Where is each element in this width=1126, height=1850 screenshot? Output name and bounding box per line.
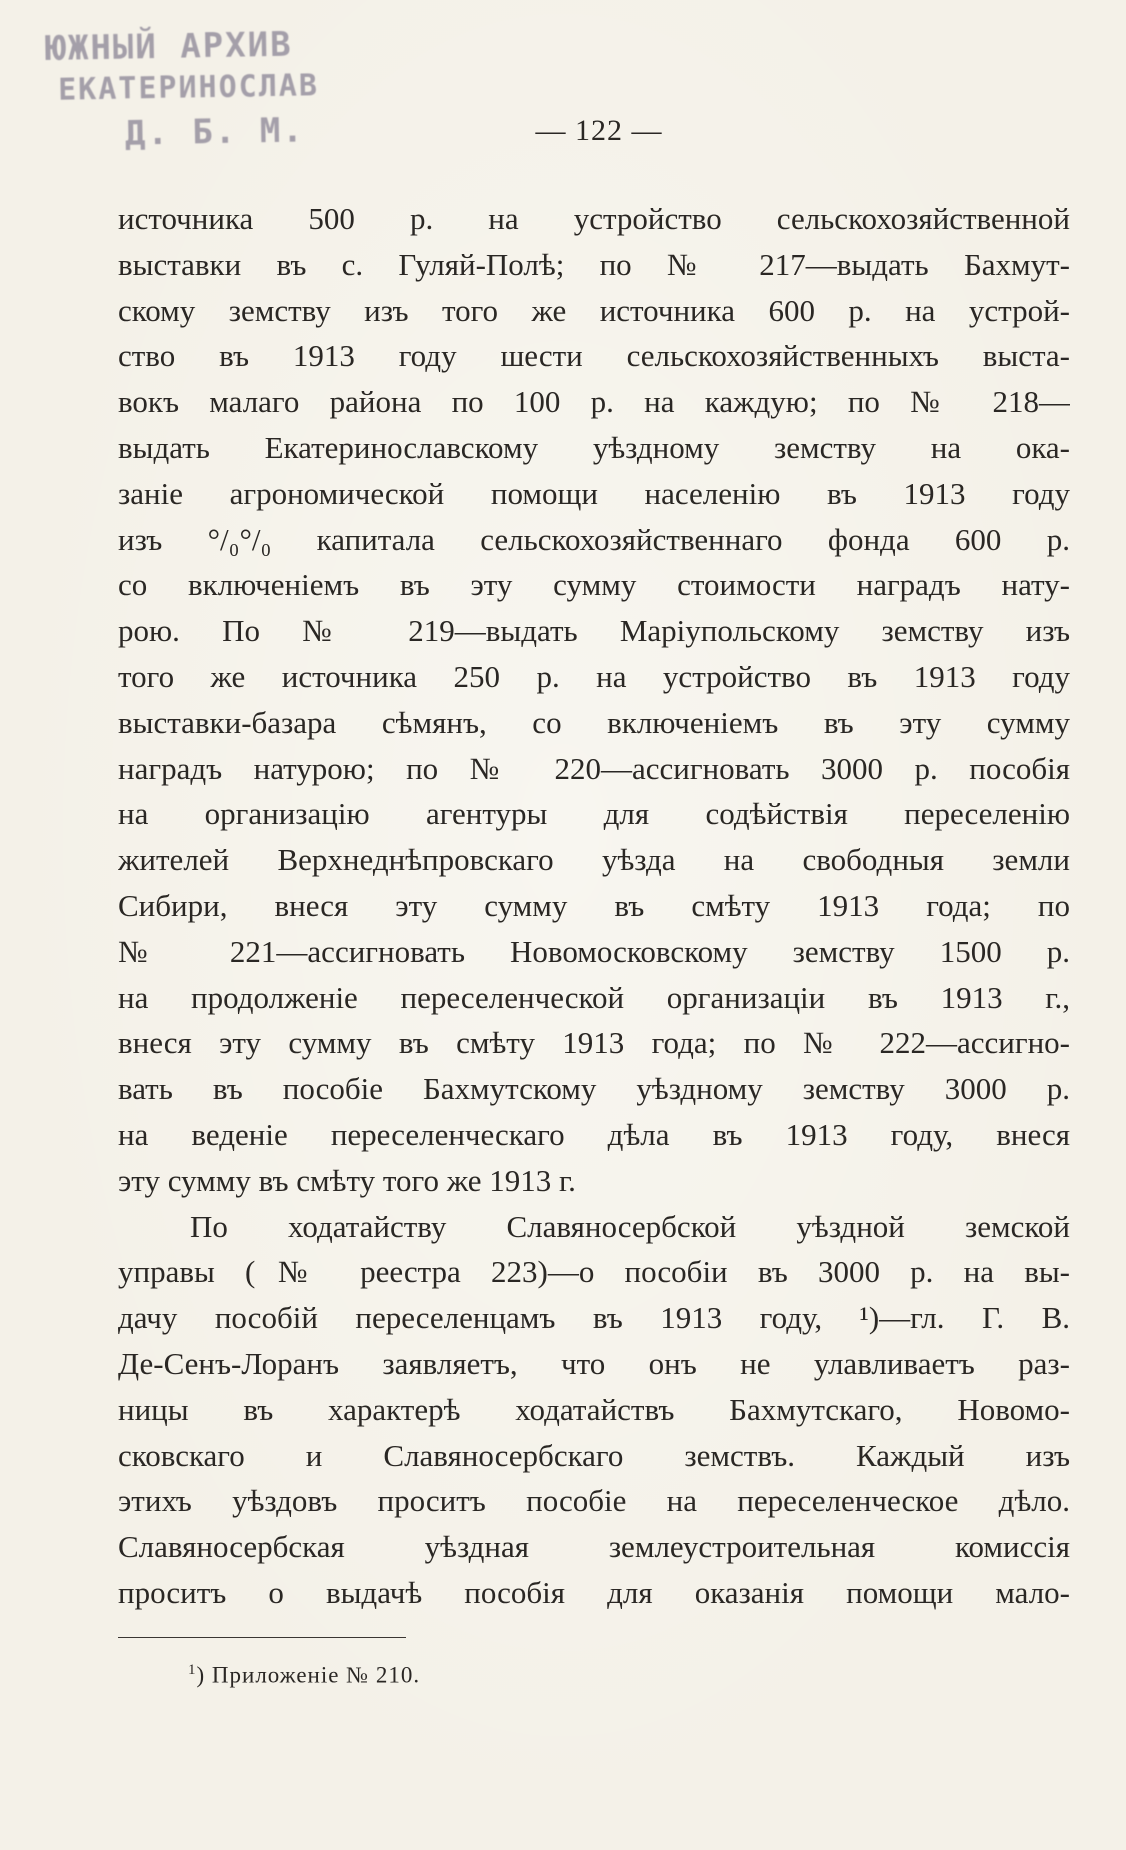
paragraph-2	[118, 1204, 1070, 1616]
text-line: Де-Сенъ-Лоранъ заявляетъ, что онъ не улавливаетъ раз-	[118, 1345, 1070, 1381]
text-line: того же источника 250 р. на устройство въ 1913 году	[118, 658, 1070, 694]
text-line: выставки-базара сѣмянъ, со включеніемъ въ эту сумму	[118, 704, 1070, 740]
footnote-divider	[118, 1637, 406, 1638]
text-line: № 221—ассигновать Новомосковскому земству 1500 р.	[118, 933, 1070, 969]
text-line: на продолженіе переселенческой организаціи въ 1913 г.,	[118, 979, 1070, 1015]
text-line: на организацію агентуры для содѣйствія переселенію	[118, 796, 1070, 832]
text-line: вать въ пособіе Бахмутскому уѣздному земству 3000 р.	[118, 1071, 1070, 1107]
text-line: скому земству изъ того же источника 600 р. на устрой-	[118, 292, 1070, 328]
text-line: на веденіе переселенческаго дѣла въ 1913 году, внеся	[118, 1116, 1070, 1152]
text-line: вокъ малаго района по 100 р. на каждую; по № 218—	[118, 384, 1070, 420]
text-line: изъ °/₀°/₀ капитала сельскохозяйственнаго фонда 600 р.	[118, 521, 1070, 557]
footnote	[188, 1662, 420, 1689]
body-text	[118, 196, 1070, 1616]
text-line: со включеніемъ въ эту сумму стоимости наградъ нату-	[118, 567, 1070, 603]
text-line: жителей Верхнеднѣпровскаго уѣзда на свободныя земли	[118, 842, 1070, 878]
text-line: наградъ натурою; по № 220—ассигновать 3000 р. пособія	[118, 750, 1070, 786]
stamp-line-3: Д. Б. М.	[124, 110, 306, 154]
text-line: Сибири, внеся эту сумму въ смѣту 1913 года; по	[118, 887, 1070, 923]
footnote-marker: 1	[188, 1662, 197, 1678]
footnote-text: ) Приложеніе № 210.	[196, 1662, 421, 1688]
text-line: управы (№ реестра 223)—о пособіи въ 3000 р. на вы-	[118, 1254, 1070, 1290]
text-line: сковскаго и Славяносербскаго земствъ. Каждый изъ	[118, 1437, 1070, 1473]
stamp-line-2: ЕКАТЕРИНОСЛАВ	[57, 68, 320, 108]
text-line: дачу пособій переселенцамъ въ 1913 году, ¹)—гл. Г. В.	[118, 1300, 1070, 1336]
text-line: этихъ уѣздовъ проситъ пособіе на переселенческое дѣло.	[118, 1483, 1070, 1519]
text-line: Славяносербская уѣздная землеустроительная комиссія	[118, 1529, 1070, 1565]
text-line: выставки въ с. Гуляй-Полѣ; по № 217—выдать Бахмут-	[118, 246, 1070, 282]
text-line: выдать Екатеринославскому уѣздному земству на ока-	[118, 429, 1070, 465]
text-line: По ходатайству Славяносербской уѣздной земской	[190, 1208, 1070, 1244]
stamp-line-1: ЮЖНЫЙ АРХИВ	[45, 24, 293, 69]
text-line: ницы въ характерѣ ходатайствъ Бахмутскаго, Новомо-	[118, 1391, 1070, 1427]
text-line: заніе агрономической помощи населенію въ 1913 году	[118, 475, 1070, 511]
page-number: — 122 —	[535, 114, 663, 147]
text-line: эту сумму въ смѣту того же 1913 г.	[118, 1162, 576, 1198]
text-line: проситъ о выдачѣ пособія для оказанія помощи мало-	[118, 1574, 1070, 1610]
text-line: источника 500 р. на устройство сельскохозяйственной	[118, 201, 1070, 236]
text-line: рою. По № 219—выдать Маріупольскому земству изъ	[118, 613, 1070, 649]
paragraph-1	[118, 196, 1070, 1204]
text-line: ство въ 1913 году шести сельскохозяйственныхъ выста-	[118, 338, 1070, 374]
text-line: внеся эту сумму въ смѣту 1913 года; по № 222—ассигно-	[118, 1025, 1070, 1061]
